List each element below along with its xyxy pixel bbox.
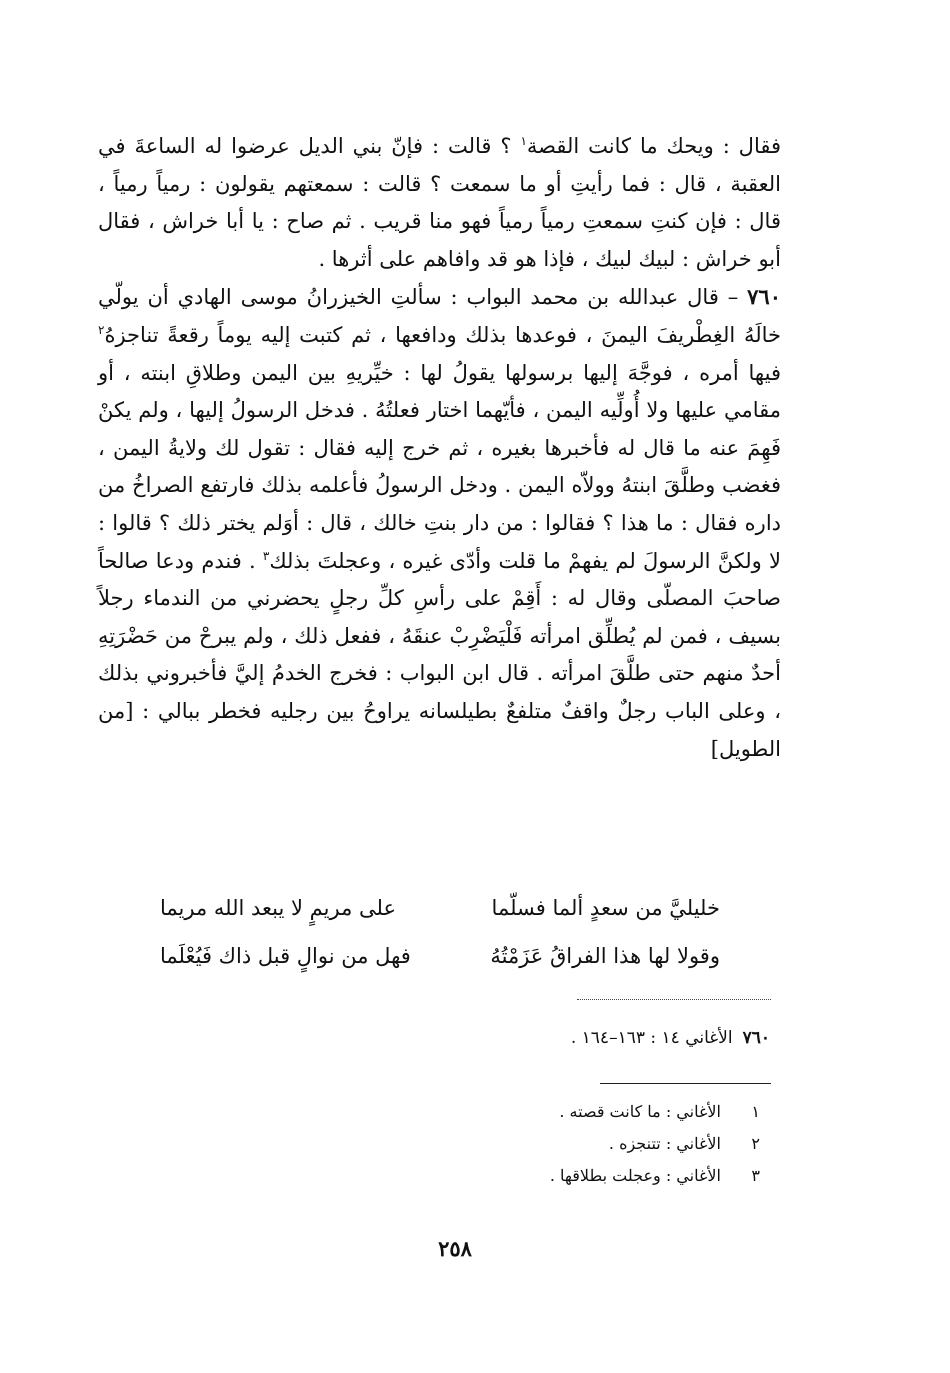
footnote-1 [460, 1096, 760, 1128]
verse-2-first-hemistich: وقولا لها هذا الفراقُ عَزَمْتُهُ [490, 944, 720, 968]
entry-text-part1: قال عبدالله بن محمد البواب : سألتِ الخيزرانُ موسى الهادي أن يولّي خالَهُ الغِطْريفَ اليمنَ ، فوعدها بذلك ودافعها ، ثم كتبت إليه يوماً رقعةً تناجزهُ [98, 285, 781, 347]
footnote-2-number: ٢ [751, 1134, 760, 1153]
footnote-separator [600, 1083, 771, 1084]
poem [160, 884, 720, 980]
footnote-2 [460, 1128, 760, 1160]
entry-text-part3: . فندم ودعا صالحاً صاحبَ المصلّى وقال له : أَقِمْ على رأسِ كلِّ رجلٍ يحضرني من الندماء رجلاً بسيف ، فمن لم يُطلِّق امرأته فَلْيَضْرِبْ عنقَهُ ، ففعل ذلك ، ولم يبرحْ من حَضْرَتِهِ أحدٌ منهم حتى طلَّقَ امرأته . قال ابن البواب : فخرج الخدمُ إليَّ فأخبروني بذلك ، وعلى الباب رجلٌ واقفٌ متلفعٌ بطيلسانه يراوحُ بين رجليه فخطر ببالي : [98, 548, 782, 723]
source-entry-number: ٧٦٠ [742, 1028, 770, 1048]
dotted-separator [577, 999, 771, 1000]
footnotes [460, 1096, 760, 1192]
verse-2-second-hemistich: فهل من نوالٍ قبل ذاك فَيُعْلَما [160, 944, 411, 968]
verse-2 [160, 932, 720, 980]
footnote-1-number: ١ [751, 1102, 760, 1121]
footnote-2-text: الأغاني : تتنجزه . [608, 1134, 721, 1153]
footnote-1-text: الأغاني : ما كانت قصته . [559, 1102, 721, 1121]
page-number: ٢٥٨ [438, 1236, 472, 1261]
main-text [98, 128, 781, 768]
entry-text-part2: فيها أمره ، فوجَّهَ إليها برسولها يقولُ لها : خيِّريهِ بين اليمن وطلاقِ ابنته ، أو مقامي عليها ولا أُولِّيه اليمن ، فأيّهما اختار فعلتُهُ . فدخل الرسولُ إليها ، ولم يكنْ فَهِمَ عنه ما قال له فأخبرها بغيره ، ثم خرج إليه فقال : تقول لك ولايةُ اليمن ، فغضب وطلَّقَ ابنتهُ وولاّه اليمن . ودخل الرسولُ فأعلمه بذلك فارتفع الصراخُ من داره فقال : ما هذا ؟ فقالوا : من دار بنتِ خالك ، قال : أوَلم يختر ذلك ؟ قالوا : لا ولكنَّ الرسولَ لم يفهمْ ما قلت وأدّى غيره ، وعجلتَ بذلك [98, 360, 781, 573]
source-text: الأغاني ١٤ : ١٦٣–١٦٤ . [570, 1028, 733, 1048]
verse-1-first-hemistich: خليليَّ من سعدٍ ألما فسلّما [491, 896, 720, 920]
paragraph-entry-760 [98, 278, 781, 768]
verse-1 [160, 884, 720, 932]
entry-dash: – [727, 285, 739, 310]
footnote-mark-1: ١ [520, 134, 527, 148]
verse-1-second-hemistich: على مريمٍ لا يبعد الله مريما [160, 896, 396, 920]
footnote-mark-3: ٣ [262, 548, 270, 563]
footnote-3-text: الأغاني : وعجلت بطلاقها . [549, 1166, 721, 1185]
continuation-text: فقال : ويحك ما كانت القصة [526, 134, 782, 158]
continuation-rest: ؟ قالت : فإنّ بني الديل عرضوا له الساعةَ في العقبة ، قال : فما رأيتِ أو ما سمعت ؟ قالت : سمعتهم يقولون : رمياً رمياً ، قال : فإن كنتِ سمعتِ رمياً رمياً فهو منا قريب . ثم صاح : يا أبا خراش ، فقال أبو خراش : لبيك لبيك ، فإذا هو قد وافاهم على أثرها . [98, 134, 781, 271]
footnote-mark-2: ٢ [98, 322, 105, 337]
entry-number: ٧٦٠ [747, 284, 781, 310]
footnote-3 [460, 1160, 760, 1192]
source-reference [460, 1028, 770, 1048]
meter-label: [من الطويل] [98, 698, 781, 761]
footnote-3-number: ٣ [751, 1166, 760, 1185]
paragraph-continuation [98, 128, 781, 278]
